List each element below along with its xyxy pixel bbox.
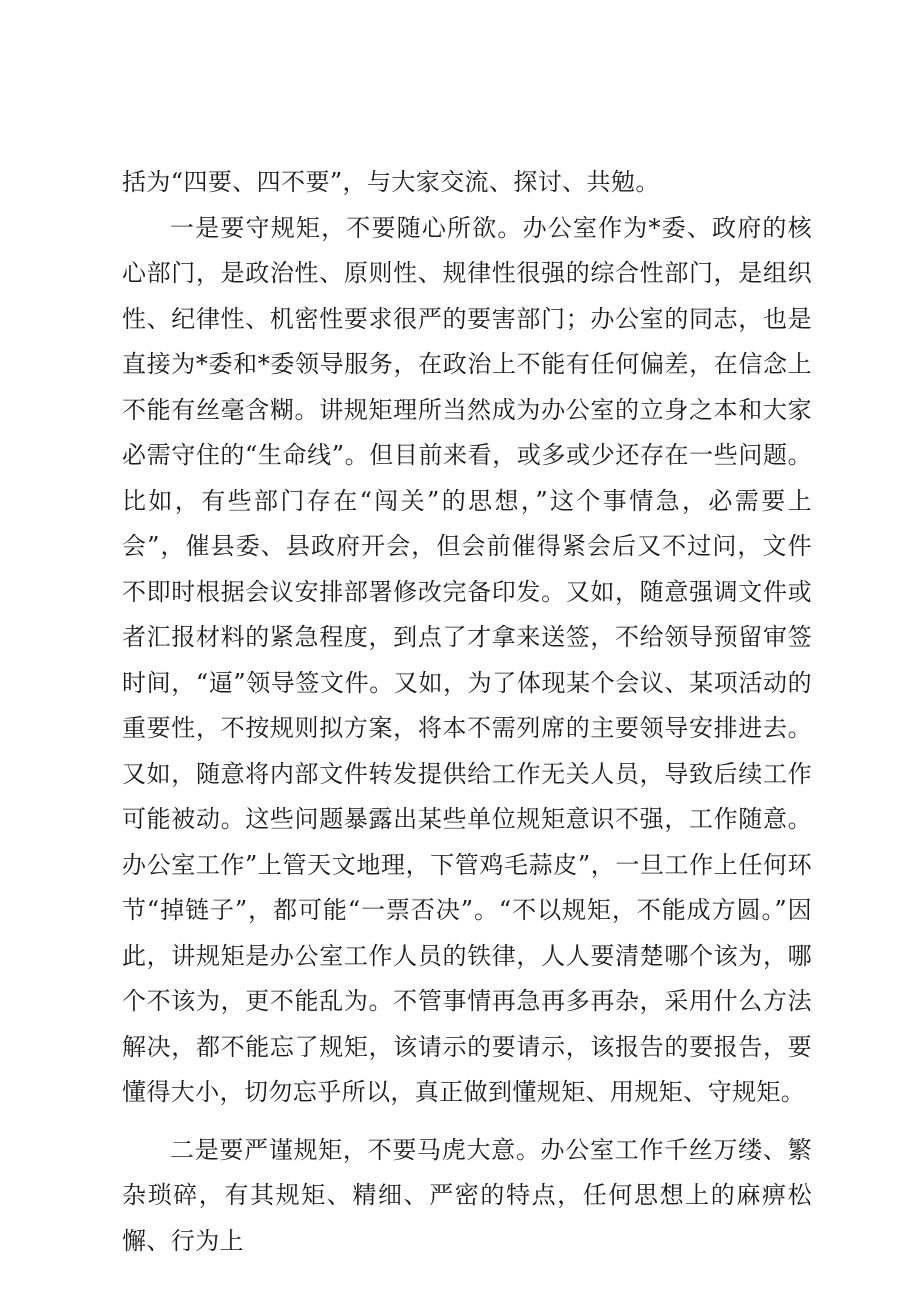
document-body [122, 160, 812, 1264]
paragraph-intro-tail: 括为“四要、四不要”，与大家交流、探讨、共勉。 [122, 168, 660, 196]
paragraph-point-two: 二是要严谨规矩，不要马虎大意。办公室工作千丝万缕、繁杂琐碎，有其规矩、精细、严密的特点，任何思想上的麻痹松懈、行为上 [122, 1135, 812, 1255]
paragraph-point-one: 一是要守规矩，不要随心所欲。办公室作为*委、政府的核心部门，是政治性、原则性、规律性很强的综合性部门，是组织性、纪律性、机密性要求很严的要害部门；办公室的同志，也是直接为*委和*委领导服务，在政治上不能有任何偏差，在信念上不能有丝毫含糊。讲规矩理所当然成为办公室的立身之本和大家必需守住的“生命线”。但目前来看，或多或少还存在一些问题。比如，有些部门存在“闯关”的思想，”这个事情急，必需要上会”，催县委、县政府开会，但会前催得紧会后又不过问，文件不即时根据会议安排部署修改完备印发。又如，随意强调文件或者汇报材料的紧急程度，到点了才拿来送签，不给领导预留审签时间，“逼”领导签文件。又如，为了体现某个会议、某项活动的重要性，不按规则拟方案，将本不需列席的主要领导安排进去。又如，随意将内部文件转发提供给工作无关人员，导致后续工作可能被动。这些问题暴露出某些单位规矩意识不强，工作随意。办公室工作”上管天文地理，下管鸡毛蒜皮”，一旦工作上任何环节“掉链子”，都可能“一票否决”。“不以规矩，不能成方圆。”因此，讲规矩是办公室工作人员的铁律，人人要清楚哪个该为，哪个不该为，更不能乱为。不管事情再急再多再杂，采用什么方法解决，都不能忘了规矩，该请示的要请示，该报告的要报告，要懂得大小，切勿忘乎所以，真正做到懂规矩、用规矩、守规矩。 [122, 213, 812, 1106]
